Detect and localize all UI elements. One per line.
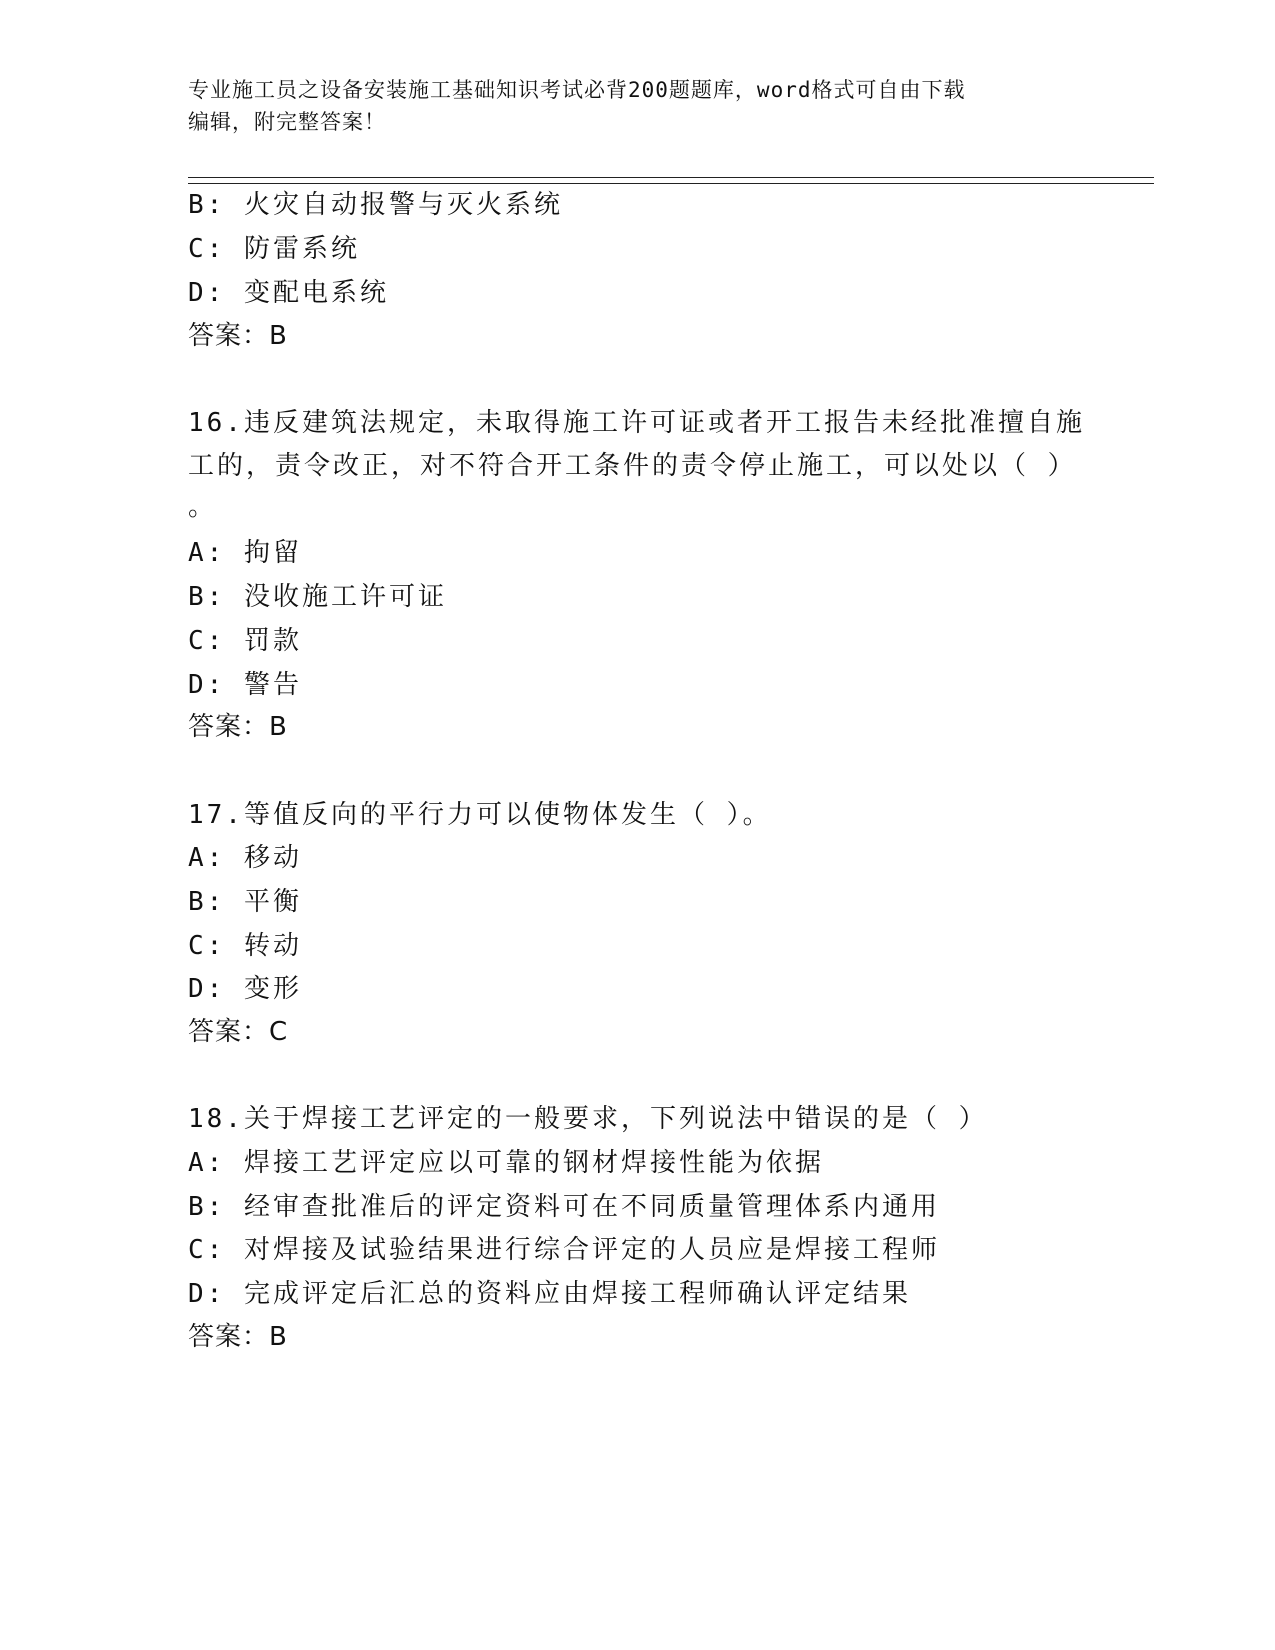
option-d: D: 变形 <box>188 974 302 1004</box>
question-stem-line-3: 。 <box>188 492 218 522</box>
option-d: D: 警告 <box>188 670 302 700</box>
option-d: D: 完成评定后汇总的资料应由焊接工程师确认评定结果 <box>188 1279 911 1309</box>
option-a: A: 拘留 <box>188 538 302 568</box>
option-c: C: 罚款 <box>188 626 302 656</box>
option-a: A: 移动 <box>188 843 302 873</box>
answer-label: 答案：C <box>188 1017 289 1047</box>
option-c: C: 对焊接及试验结果进行综合评定的人员应是焊接工程师 <box>188 1235 940 1265</box>
question-stem-line-2: 工的，责令改正，对不符合开工条件的责令停止施工，可以处以（ ） <box>188 451 1077 481</box>
header-title-line-1: 专业施工员之设备安装施工基础知识考试必背200题题库，word格式可自由下载 <box>188 78 966 102</box>
answer-label: 答案：B <box>188 1322 288 1352</box>
option-b: B: 火灾自动报警与灭火系统 <box>188 190 563 220</box>
answer-label: 答案：B <box>188 321 288 351</box>
document-header <box>188 74 1068 138</box>
question-stem: 18.关于焊接工艺评定的一般要求，下列说法中错误的是（ ） <box>188 1104 988 1134</box>
option-d: D: 变配电系统 <box>188 278 389 308</box>
header-title-line-2: 编辑，附完整答案！ <box>188 110 386 134</box>
option-b: B: 没收施工许可证 <box>188 582 447 612</box>
option-b: B: 经审查批准后的评定资料可在不同质量管理体系内通用 <box>188 1192 940 1222</box>
answer-label: 答案：B <box>188 712 288 742</box>
option-c: C: 防雷系统 <box>188 234 360 264</box>
option-b: B: 平衡 <box>188 887 302 917</box>
question-stem-line-1: 16.违反建筑法规定，未取得施工许可证或者开工报告未经批准擅自施 <box>188 408 1085 438</box>
option-c: C: 转动 <box>188 931 302 961</box>
option-a: A: 焊接工艺评定应以可靠的钢材焊接性能为依据 <box>188 1148 824 1178</box>
header-divider-top <box>188 177 1154 178</box>
question-stem: 17.等值反向的平行力可以使物体发生（ ）。 <box>188 800 772 830</box>
header-divider-bottom <box>188 183 1154 184</box>
